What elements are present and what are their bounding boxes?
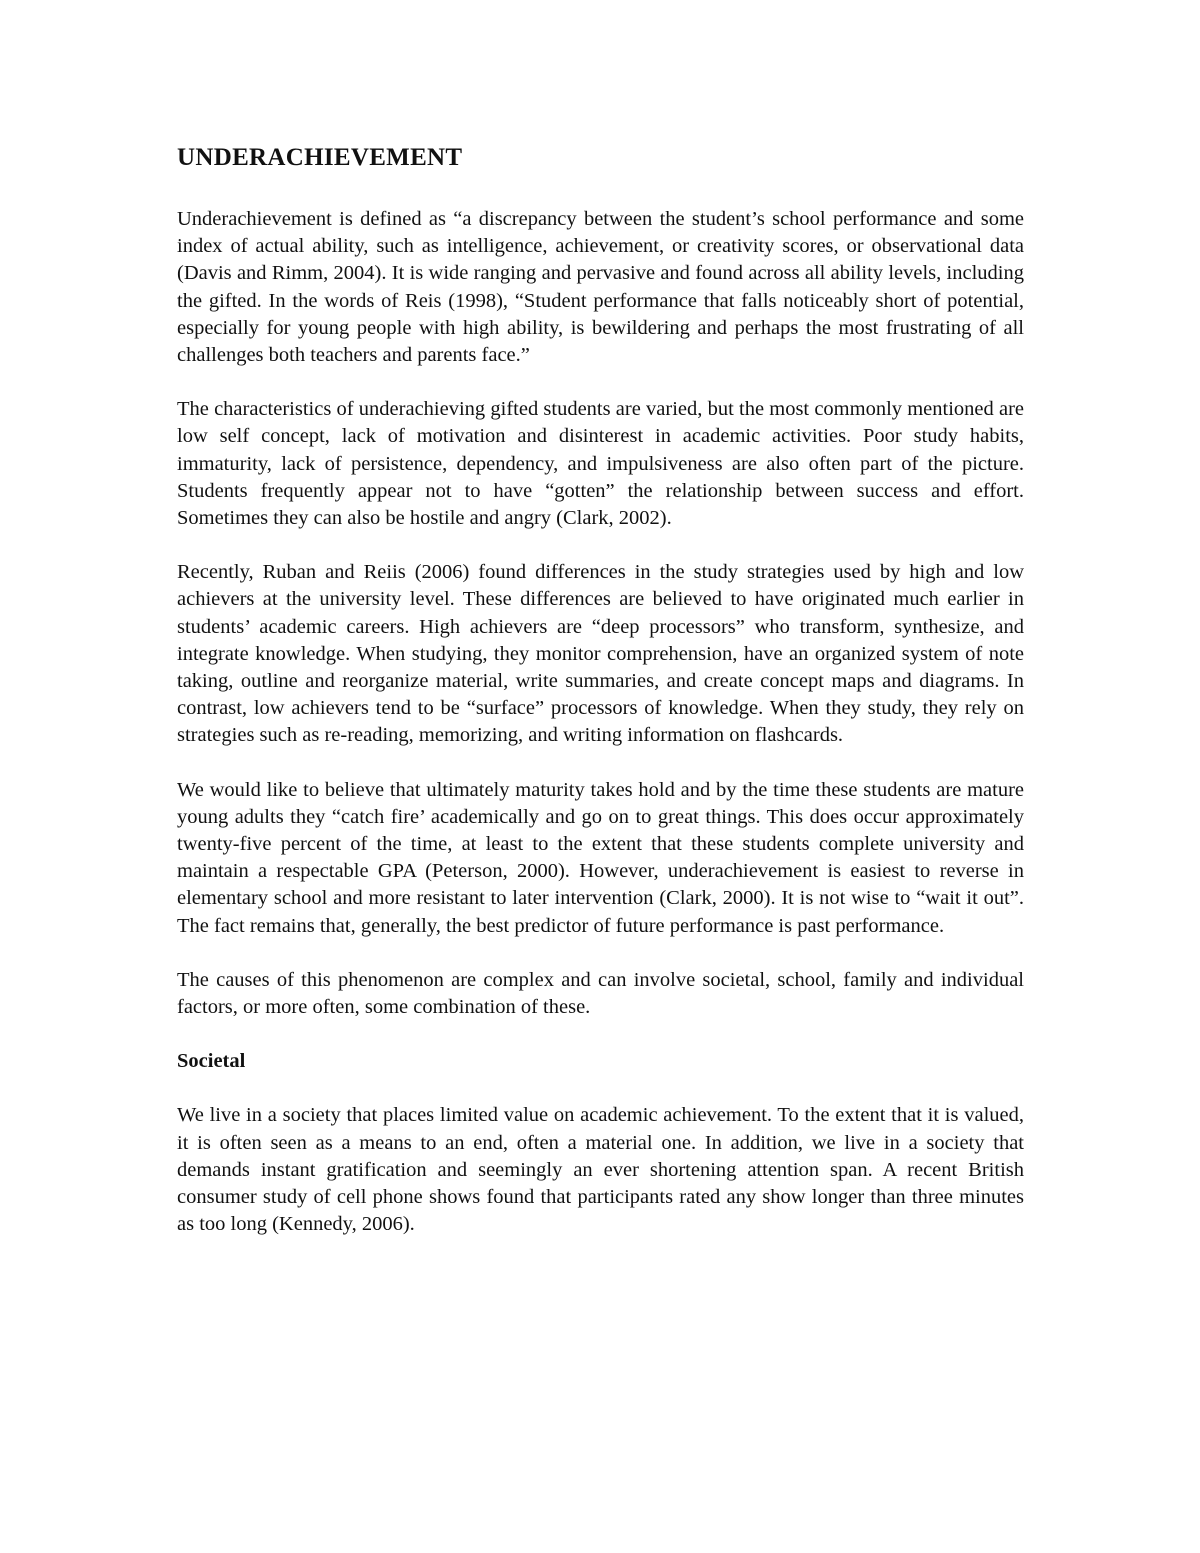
paragraph-societal: We live in a society that places limited value on academic achievement. To the extent that it is valued, it is often seen as a means to an end, often a material one. In addition, we live in a society that demands instant gratification and seemingly an ever shortening attention span. A recent British consumer study of cell phone shows found that participants rated any show longer than three minutes as too long (Kennedy, 2006). [177, 1104, 1024, 1236]
paragraph-maturity: We would like to believe that ultimately maturity takes hold and by the time these students are mature young adults they “catch fire’ academically and go on to great things. This does occur approximately twenty-five percent of the time, at least to the extent that these students complete university and maintain a respectable GPA (Peterson, 2000). However, underachievement is easiest to reverse in elementary school and more resistant to later intervention (Clark, 2000). It is not wise to “wait it out”. The fact remains that, generally, the best predictor of future performance is past performance. [177, 778, 1024, 937]
document-title: UNDERACHIEVEMENT [177, 144, 463, 171]
paragraph-study-strategies: Recently, Ruban and Reiis (2006) found differences in the study strategies used by high and low achievers at the university level. These differences are believed to have originated much earlier in students’ academic careers. High achievers are “deep processors” who transform, synthesize, and integrate knowledge. When studying, they monitor comprehension, have an organized system of note taking, outline and reorganize material, write summaries, and create concept maps and diagrams. In contrast, low achievers tend to be “surface” processors of knowledge. When they study, they rely on strategies such as re-reading, memorizing, and writing information on flashcards. [177, 561, 1024, 747]
document-body [177, 142, 1024, 1239]
section-heading-societal: Societal [177, 1050, 246, 1073]
paragraph-definition: Underachievement is defined as “a discrepancy between the student’s school performance and some index of actual ability, such as intelligence, achievement, or creativity scores, or observational data (Davis and Rimm, 2004). It is wide ranging and pervasive and found across all ability levels, including the gifted. In the words of Reis (1998), “Student performance that falls noticeably short of potential, especially for young people with high ability, is bewildering and perhaps the most frustrating of all challenges both teachers and parents face.” [177, 208, 1024, 367]
paragraph-causes: The causes of this phenomenon are complex and can involve societal, school, family and individual factors, or more often, some combination of these. [177, 968, 1024, 1019]
paragraph-characteristics: The characteristics of underachieving gifted students are varied, but the most commonly mentioned are low self concept, lack of motivation and disinterest in academic activities. Poor study habits, immaturity, lack of persistence, dependency, and impulsiveness are also often part of the picture. Students frequently appear not to have “gotten” the relationship between success and effort. Sometimes they can also be hostile and angry (Clark, 2002). [177, 398, 1024, 530]
